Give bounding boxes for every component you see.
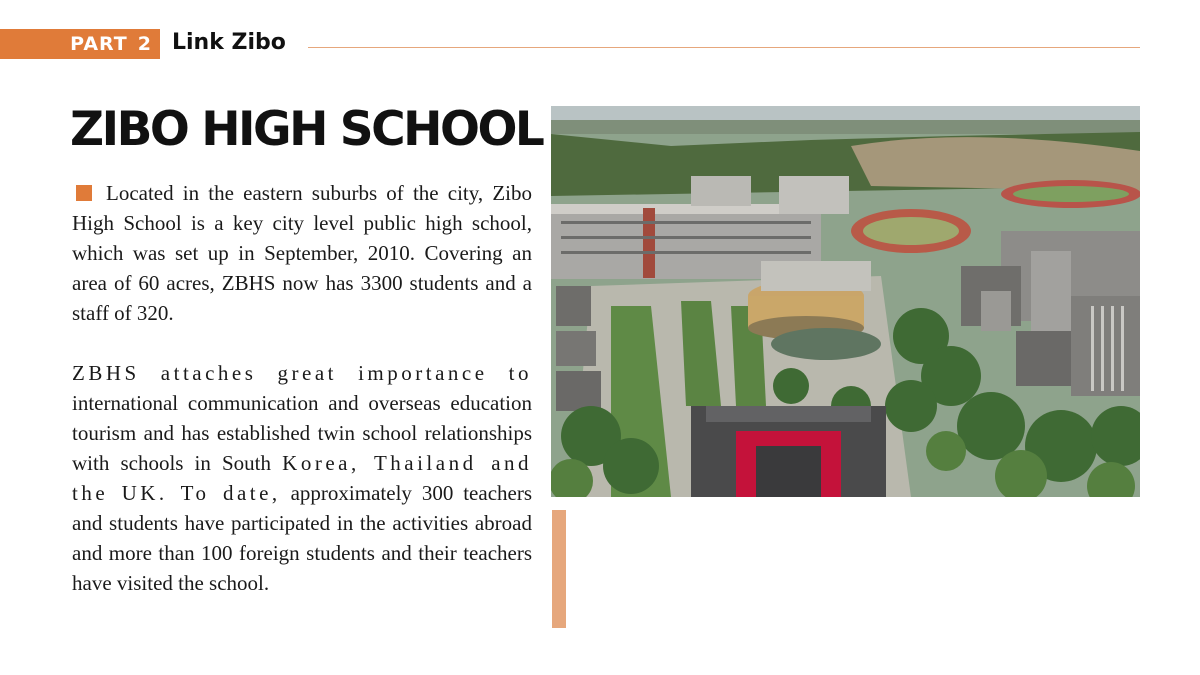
page-title: ZIBO HIGH SCHOOL xyxy=(70,102,543,157)
paragraph-line-5: Korea, Thailand and the UK. To date, xyxy=(72,451,533,505)
part-tag xyxy=(0,29,160,59)
campus-aerial-photo xyxy=(551,106,1140,497)
paragraph-international xyxy=(72,358,532,598)
part-label: PART xyxy=(70,33,128,55)
header-divider xyxy=(308,47,1140,48)
campus-illustration xyxy=(551,106,1140,497)
paragraph-middle: international communication and overseas education tourism and has established twin school relationships with schools in South xyxy=(72,391,532,475)
section-title: Link Zibo xyxy=(172,30,286,55)
bullet-square-icon xyxy=(76,185,92,201)
paragraph-rest: approximately 300 teachers and students have participated in the activities abroad and more than 100 foreign students and their teachers have visited the school. xyxy=(72,481,533,595)
part-number: 2 xyxy=(137,33,152,55)
paragraph-intro xyxy=(72,178,532,328)
paragraph-line-1: ZBHS attaches great importance to xyxy=(72,361,532,385)
paragraph-intro-text: Located in the eastern suburbs of the city, Zibo High School is a key city level public high school, which was set up in September, 2010. Covering an area of 60 acres, ZBHS now has 3300 students and a staff of 320. xyxy=(72,181,532,325)
article-body xyxy=(72,178,532,598)
accent-bar xyxy=(552,510,566,628)
